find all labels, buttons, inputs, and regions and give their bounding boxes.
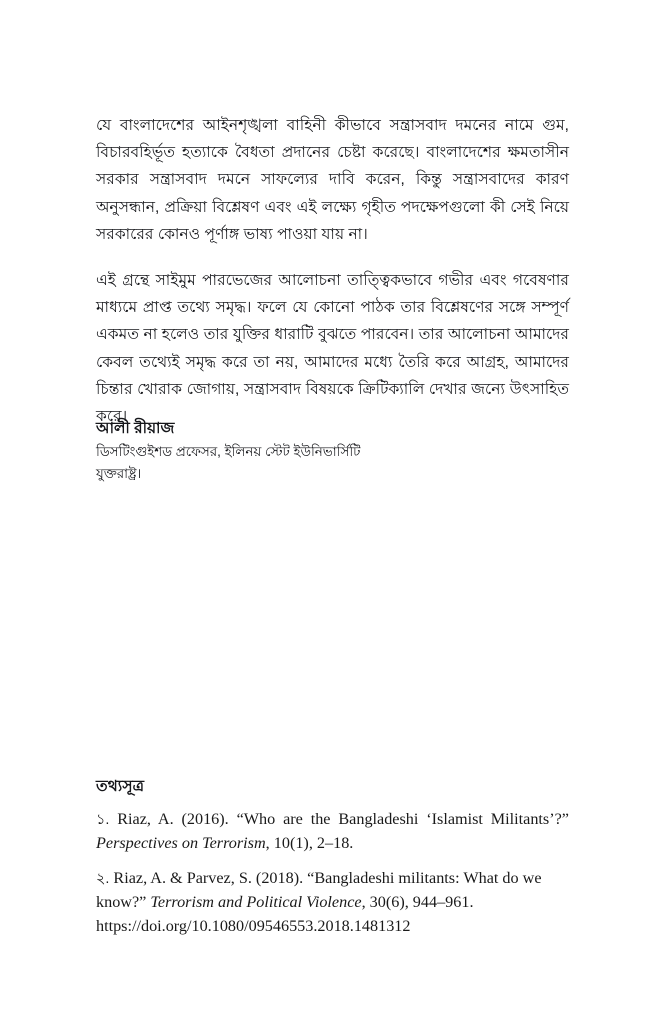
reference-text-tail: , 10(1), 2–18. xyxy=(265,834,354,853)
reference-marker: ১. xyxy=(96,812,110,828)
signature-author-role: ডিসটিংগুইশড প্রফেসর, ইলিনয় স্টেট ইউনিভার্সিটি xyxy=(96,444,361,459)
reference-item-2 xyxy=(96,867,569,938)
body-paragraph-2: এই গ্রন্থে সাইমুম পারভেজের আলোচনা তাত্ত্বিকভাবে গভীর এবং গবেষণার মাধ্যমে প্রাপ্ত তথ্যে সমৃদ্ধ। ফলে যে কোনো পাঠক তার বিশ্লেষণের সঙ্গে সম্পূর্ণ একমত না হলেও তার যুক্তির ধারাটি বুঝতে পারবেন। তার আলোচনা আমাদের কেবল তথ্যেই সমৃদ্ধ করে তা নয়, আমাদের মধ্যে তৈরি করে আগ্রহ, আমাদের চিন্তার খোরাক জোগায়, সন্ত্রাসবাদ বিষয়কে ক্রিটিক্যালি দেখার জন্যে উৎসাহিত করে। xyxy=(96,272,569,426)
reference-text-lead: Riaz, A. (2016). “Who are the Bangladeshi ‘Islamist Militants’?” xyxy=(109,810,569,828)
signature-author-name: আলী রীয়াজ xyxy=(96,420,175,437)
body-text-column xyxy=(96,112,569,430)
references-heading: তথ্যসূত্র xyxy=(96,778,145,795)
reference-journal-title: Perspectives on Terrorism xyxy=(96,834,266,853)
reference-item-1 xyxy=(96,808,569,856)
reference-journal-title: Terrorism and Political Violence xyxy=(150,893,362,912)
signature-author-country: যুক্তরাষ্ট্র। xyxy=(96,466,142,481)
signature-block xyxy=(96,417,569,485)
reference-text-tail: , 30(6), 944–961. xyxy=(361,893,474,912)
body-paragraph-1: যে বাংলাদেশের আইনশৃঙ্খলা বাহিনী কীভাবে সন্ত্রাসবাদ দমনের নামে গুম, বিচারবহির্ভূত হত্যাকে বৈধতা প্রদানের চেষ্টা করেছে। বাংলাদেশের ক্ষমতাসীন সরকার সন্ত্রাসবাদ দমনে সাফল্যের দাবি করেন, কিন্তু সন্ত্রাসবাদের কারণ অনুসন্ধান, প্রক্রিয়া বিশ্লেষণ এবং এই লক্ষ্যে গৃহীত পদক্ষেপগুলো কী সেই নিয়ে সরকারের কোনও পূর্ণাঙ্গ ভাষ্য পাওয়া যায় না। xyxy=(96,117,569,243)
references-section xyxy=(96,776,569,938)
reference-text-lead: Riaz, A. & Parvez, S. (2018). “Bangladeshi militants: What do we know?” xyxy=(96,868,542,912)
reference-marker: ২. xyxy=(96,870,110,887)
reference-doi-link[interactable]: https://doi.org/10.1080/09546553.2018.1481312 xyxy=(96,916,411,935)
